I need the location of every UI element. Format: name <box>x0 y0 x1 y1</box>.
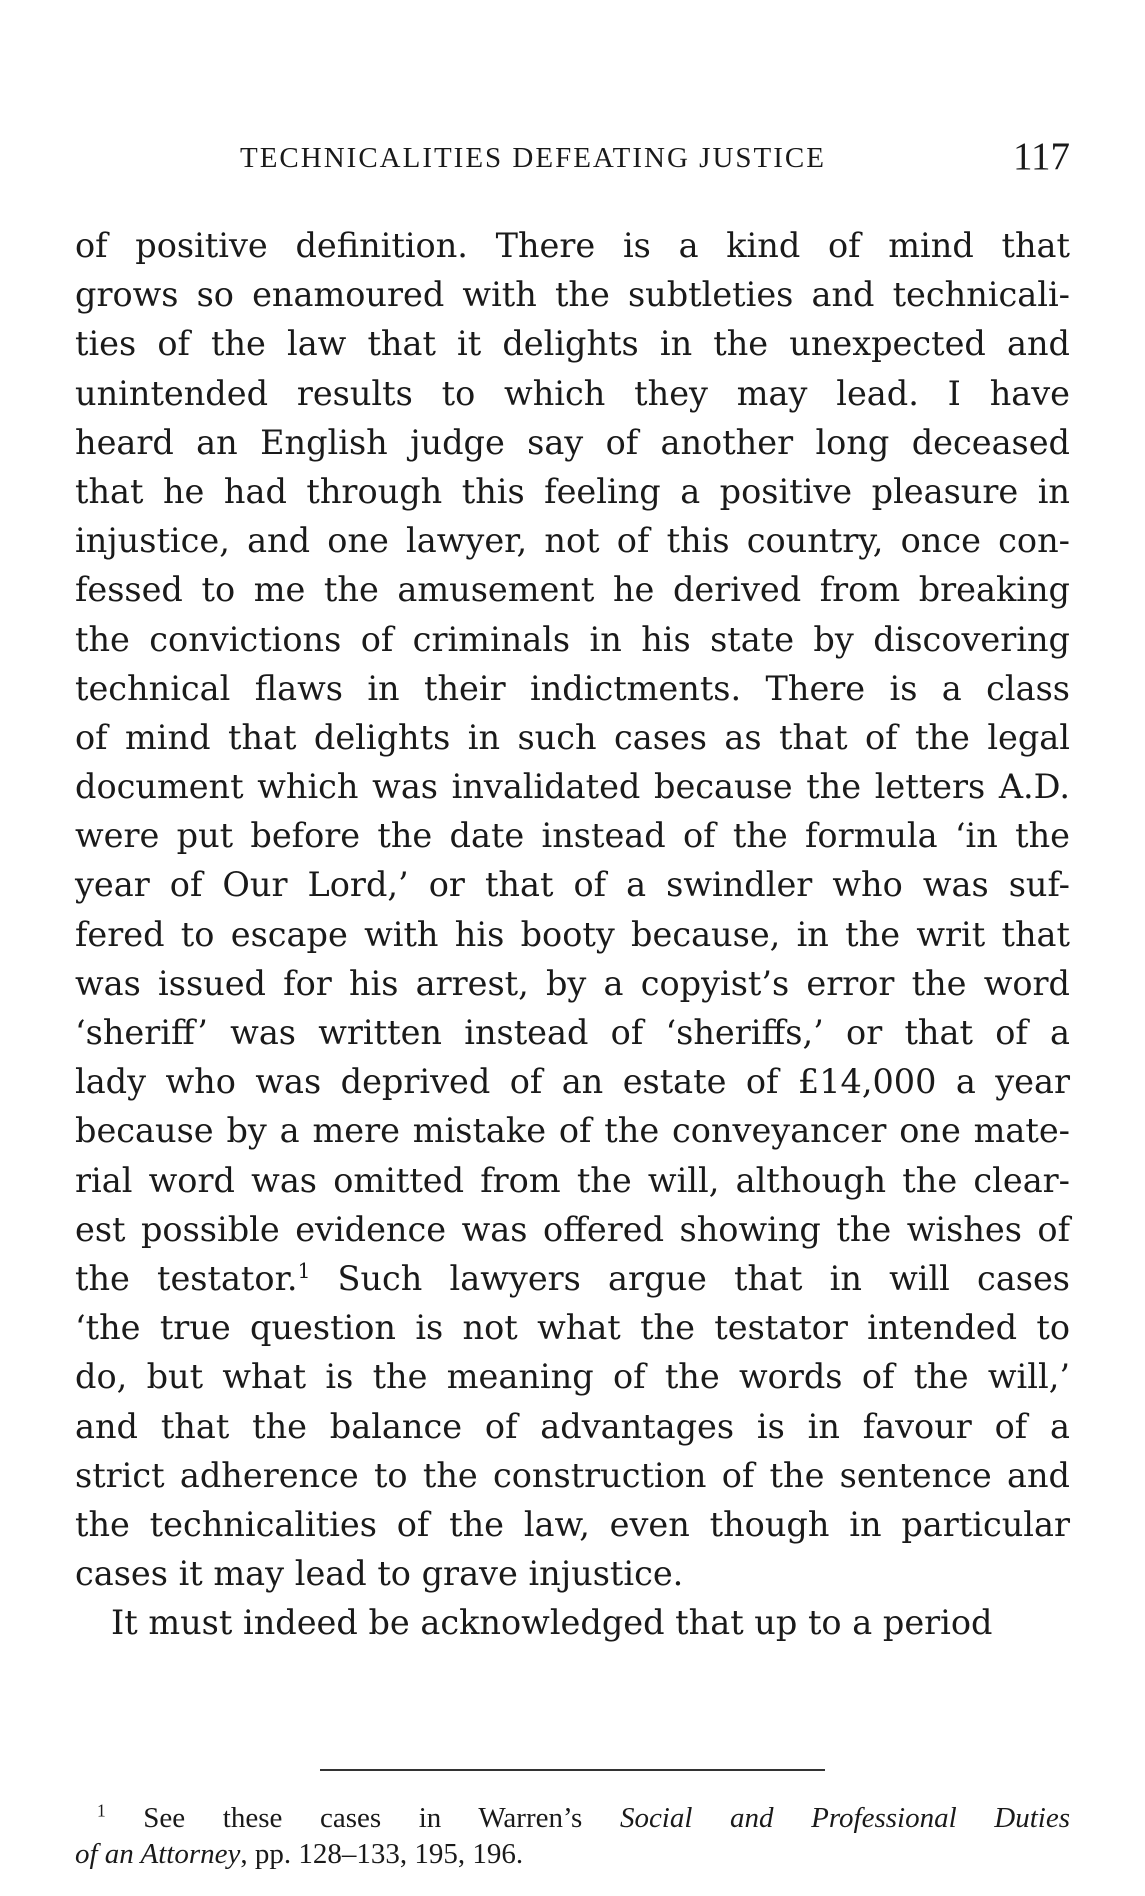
running-title: TECHNICALITIES DEFEATING JUSTICE <box>240 142 826 174</box>
text-line: injustice, and one lawyer, not of this country, once con- <box>75 521 1070 561</box>
text-line: document which was invalidated because the letters A.D. <box>75 767 1070 807</box>
footnote-book-title: of an Attorney <box>75 1838 241 1870</box>
footnote-text: See these cases in Warren’s <box>105 1802 620 1834</box>
text-line: technical flaws in their indictments. There is a class <box>75 668 1070 708</box>
running-head <box>75 135 1070 188</box>
text-line: fessed to me the amusement he derived from breaking <box>75 570 1070 610</box>
body-text <box>75 221 1070 1647</box>
footnotes <box>75 1800 1070 1872</box>
page-number: 117 <box>1012 135 1070 178</box>
text-line: strict adherence to the construction of the sentence and <box>75 1455 1070 1495</box>
text-line: of mind that delights in such cases as that of the legal <box>75 717 1070 757</box>
text-line: that he had through this feeling a positive pleasure in <box>75 471 1070 511</box>
text-line: lady who was deprived of an estate of £14,000 a year <box>75 1062 1070 1102</box>
footnote-divider <box>320 1769 825 1771</box>
text-line: do, but what is the meaning of the words of the will,’ <box>75 1357 1070 1397</box>
footnote-line <box>75 1836 1070 1872</box>
footnote-text: , pp. 128–133, 195, 196. <box>240 1838 524 1870</box>
text-line: ‘sheriff’ was written instead of ‘sheriffs,’ or that of a <box>75 1013 1070 1052</box>
text-line: heard an English judge say of another long deceased <box>75 422 1070 462</box>
text-line: because by a mere mistake of the conveyancer one mate- <box>75 1111 1070 1151</box>
text-line: cases it may lead to grave injustice. <box>75 1554 684 1594</box>
text-line-with-footnote-ref <box>75 1254 1070 1303</box>
text-line: the convictions of criminals in his state by discovering <box>75 619 1070 659</box>
text-line: were put before the date instead of the formula ‘in the <box>75 816 1070 856</box>
text-line: fered to escape with his booty because, in the writ that <box>75 914 1070 954</box>
text-line: unintended results to which they may lead. I have <box>75 373 1070 413</box>
text-line: est possible evidence was offered showing the wishes of <box>75 1209 1070 1249</box>
text-line: was issued for his arrest, by a copyist’s error the word <box>75 963 1070 1003</box>
text-fragment: the testator. <box>75 1258 298 1298</box>
text-line: ‘the true question is not what the testator intended to <box>75 1308 1070 1348</box>
text-line: rial word was omitted from the will, although the clear- <box>75 1160 1070 1200</box>
footnote-book-title: Social and Professional Duties <box>619 1802 1070 1834</box>
footnote-reference[interactable]: 1 <box>297 1258 311 1283</box>
text-line: of positive definition. There is a kind of mind that <box>75 226 1070 265</box>
footnote-marker: 1 <box>97 1800 106 1821</box>
text-line: and that the balance of advantages is in favour of a <box>75 1406 1070 1446</box>
paragraph-first-line: It must indeed be acknowledged that up to a period <box>111 1603 993 1643</box>
text-line: grows so enamoured with the subtleties and technicali- <box>75 275 1070 315</box>
footnote-line <box>75 1800 1070 1836</box>
text-line: year of Our Lord,’ or that of a swindler who was suf- <box>75 865 1070 905</box>
text-fragment: Such lawyers argue that in will cases <box>310 1258 1071 1298</box>
text-line: the technicalities of the law, even though in particular <box>75 1504 1070 1544</box>
text-line: ties of the law that it delights in the unexpected and <box>75 324 1070 364</box>
